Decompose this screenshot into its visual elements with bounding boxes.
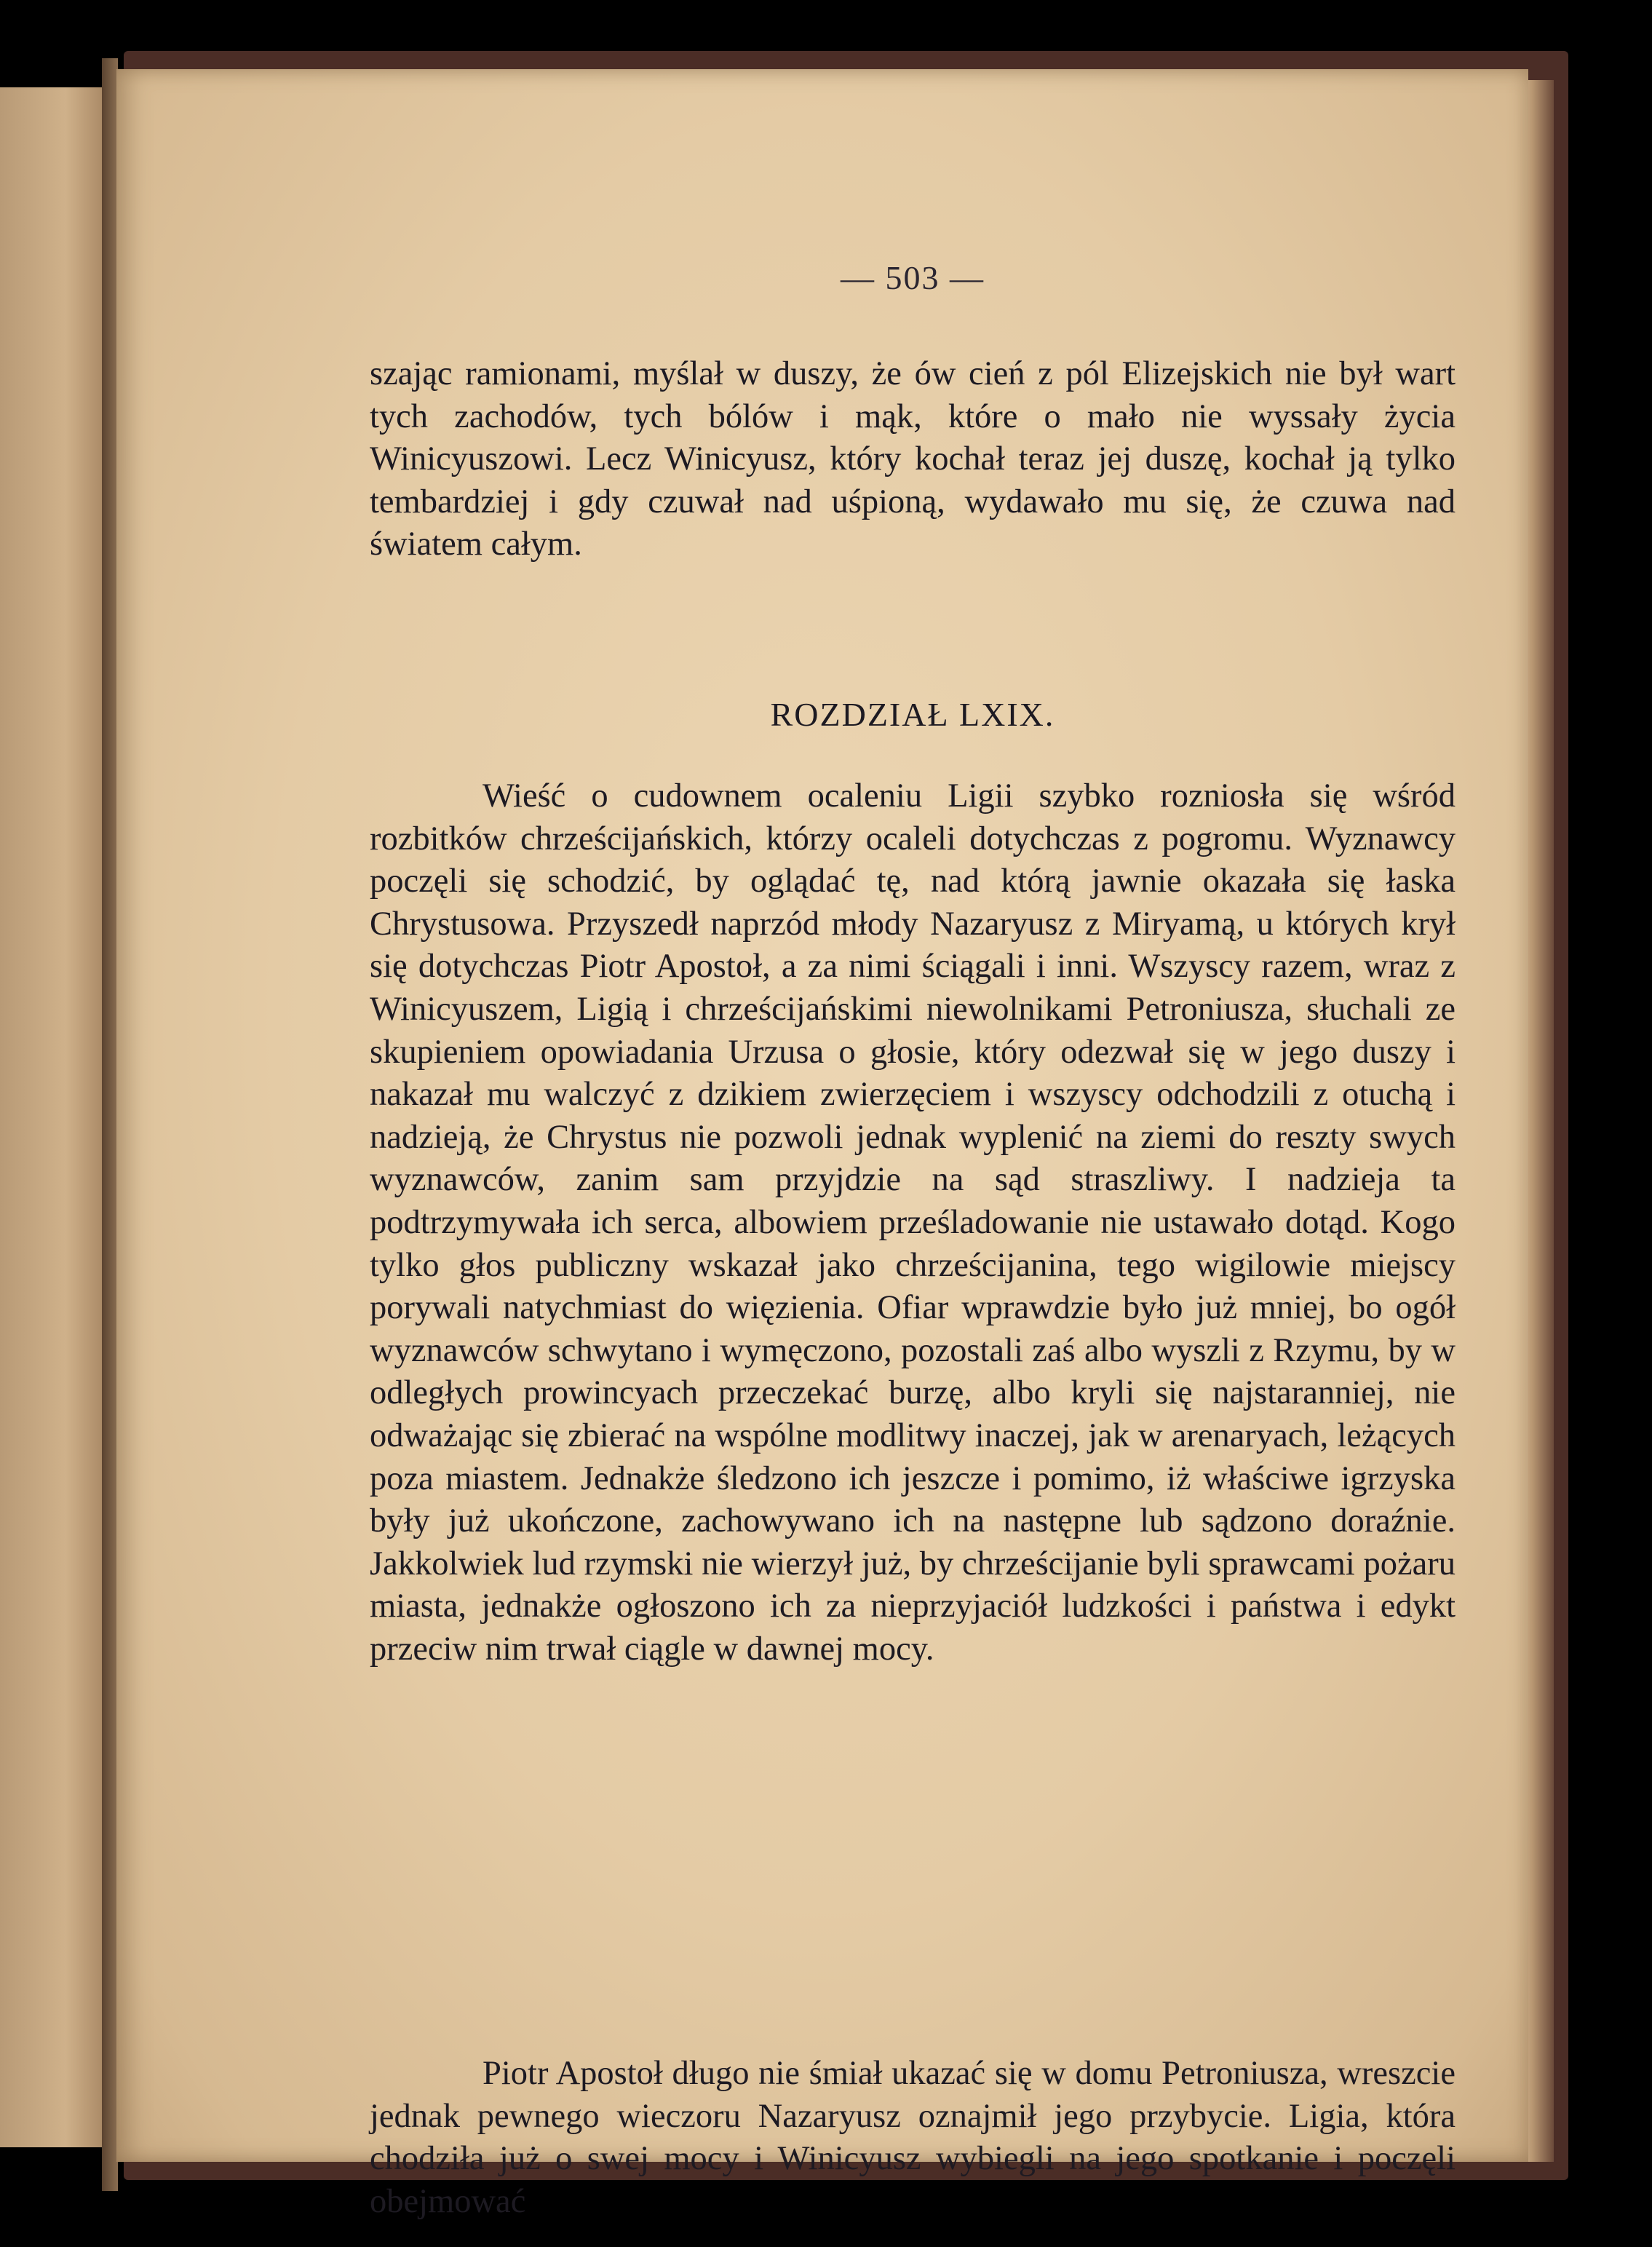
page-number: — 503 — xyxy=(841,259,985,296)
paragraph-chapter-opening: Wieść o cudownem ocaleniu Ligii szybko rozniosła się wśród rozbitków chrześcijańskich, którzy ocaleli dotychczas z pogromu. Wyznawcy poczęli się schodzić, by oglądać tę, nad którą jawnie okazała się łaska Chrystusowa. Przyszedł naprzód młody Nazaryusz z Miryamą, u których krył się dotychczas Piotr Apostoł, a za nimi ściągali i inni. Wszyscy razem, wraz z Winicyuszem, Ligią i chrześcijańskimi niewolnikami Petroniusza, słuchali ze skupieniem opowiadania Urzusa o głosie, który odezwał się w jego duszy i nakazał mu walczyć z dzikiem zwierzęciem i wszyscy odchodzili z otuchą i nadzieją, że Chrystus nie pozwoli jednak wyplenić na ziemi do reszty swych wyznawców, zanim sam przyjdzie na sąd straszliwy. I nadzieja ta podtrzymywała ich serca, albowiem prześladowanie nie ustawało dotąd. Kogo tylko głos publiczny wskazał jako chrześcijanina, tego wigilowie miejscy porywali natychmiast do więzienia. Ofiar wprawdzie było już mniej, bo ogół wyznawców schwytano i wymęczono, pozostali zaś albo wyszli z Rzymu, by w odległych prowincyach przeczekać burzę, albo kryli się najstaranniej, nie odważając się zbierać na wspólne modlitwy inaczej, jak w arenaryach, leżących poza miastem. Jednakże śledzono ich jeszcze i pomimo, iż właściwe igrzyska były już ukończone, zachowywano ich na następne lub sądzono doraźnie. Jakkolwiek lud rzymski nie wierzył już, by chrześcijanie byli sprawcami pożaru miasta, jednakże ogłoszono ich za nieprzyjaciół ludzkości i państwa i edykt przeciw nim trwał ciągle w dawnej mocy. xyxy=(370,777,1456,1668)
gutter-shadow xyxy=(102,58,118,2191)
facing-page-edge xyxy=(0,87,109,2147)
paragraph-continuation: szając ramionami, myślał w duszy, że ów cień z pól Elizejskich nie był wart tych zachodów, tych bólów i mąk, które o mało nie wyssały życia Winicyuszowi. Lecz Winicyusz, który kochał teraz jej duszę, kochał ją tylko tembardziej i gdy czuwał nad uśpioną, wydawało mu się, że czuwa nad światem całym. xyxy=(370,355,1456,563)
chapter-heading: ROZDZIAŁ LXIX. xyxy=(770,696,1055,733)
book-page xyxy=(116,69,1528,2220)
paragraph-apostle-visit: Piotr Apostoł długo nie śmiał ukazać się w domu Petroniusza, wreszcie jednak pewnego wieczoru Nazaryusz oznajmił jego przybycie. Ligia, która chodziła już o swej mocy i Winicyusz wybiegli na jego spotkanie i poczęli obejmować xyxy=(370,2055,1456,2220)
